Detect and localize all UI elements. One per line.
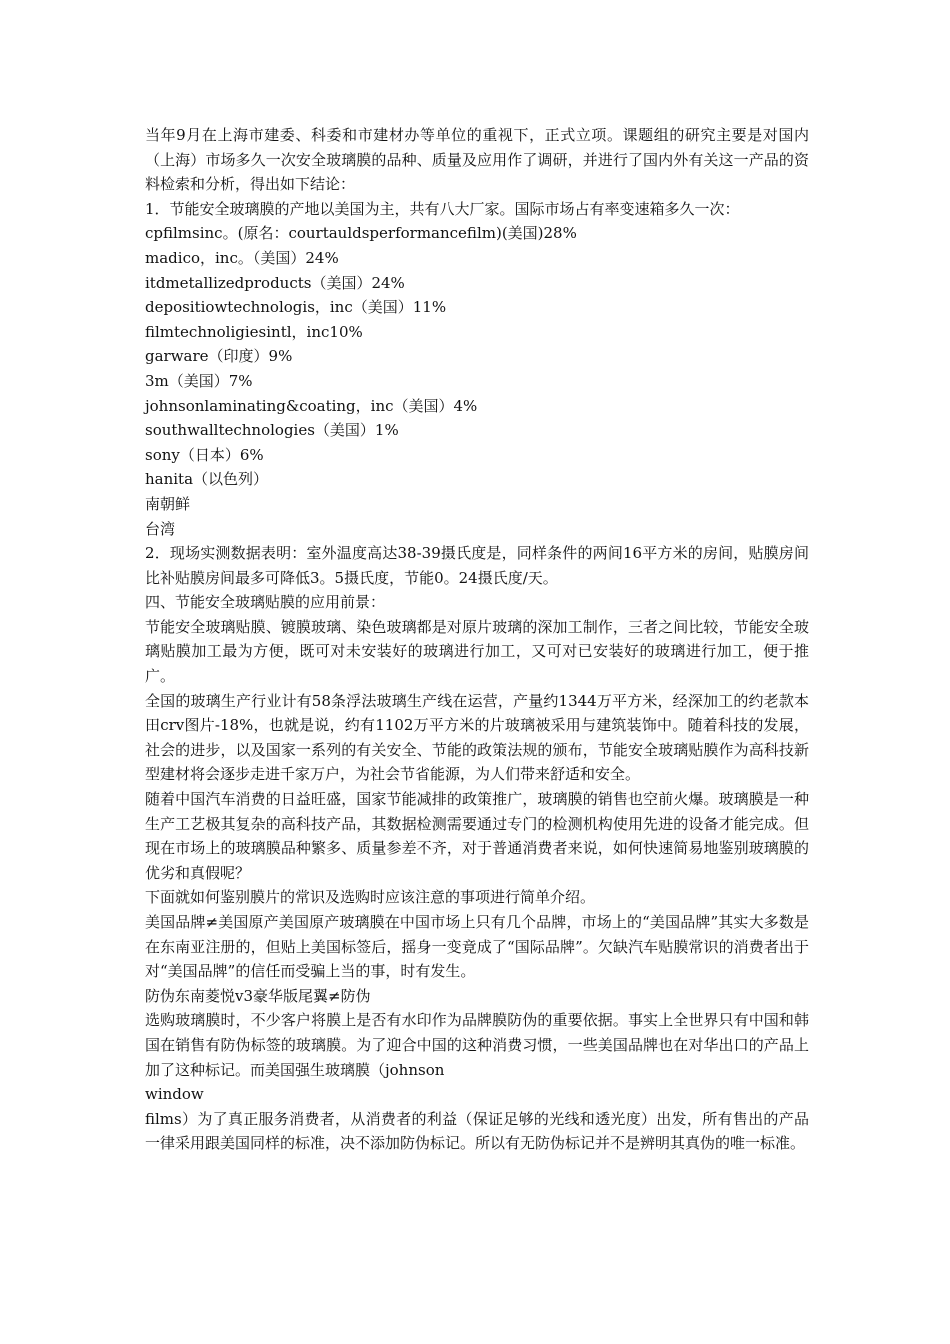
list-item-manufacturer: sony（日本）6% [145,445,264,464]
list-item-manufacturer: depositiowtechnologis，inc（美国）11% [145,298,447,317]
list-item-manufacturer: hanita（以色列） [145,470,269,489]
list-item-manufacturer: garware（印度）9% [145,347,293,366]
list-item-manufacturer: 台湾 [145,519,176,538]
paragraph: 随着中国汽车消费的日益旺盛，国家节能减排的政策推广，玻璃膜的销售也空前火爆。玻璃膜是一种生产工艺极其复杂的高科技产品，其数据检测需要通过专门的检测机构使用先进的设备才能完成。但现在市场上的玻璃膜品种繁多、质量参差不齐，对于普通消费者来说，如何快速简易地鉴别玻璃膜的优劣和真假呢？ [145,790,809,882]
paragraph-conclusion-1: 1．节能安全玻璃膜的产地以美国为主，共有八大厂家。国际市场占有率变速箱多久一次： [145,199,740,218]
section-heading: 四、节能安全玻璃贴膜的应用前景： [145,593,386,612]
list-item-manufacturer: itdmetallizedproducts（美国）24% [145,273,405,292]
paragraph: 下面就如何鉴别膜片的常识及选购时应该注意的事项进行简单介绍。 [145,888,596,907]
list-item-manufacturer: cpfilmsinc。(原名：courtauldsperformancefilm)(美国)28% [145,224,577,243]
paragraph: 选购玻璃膜时，不少客户将膜上是否有水印作为品牌膜防伪的重要依据。事实上全世界只有中国和韩国在销售有防伪标签的玻璃膜。为了迎合中国的这种消费习惯，一些美国品牌也在对华出口的产品上加了这种标记。而美国强生玻璃膜（johnson [145,1011,809,1079]
list-item-manufacturer: madico，inc。（美国）24% [145,248,339,267]
list-item-manufacturer: southwalltechnologies（美国）1% [145,421,399,440]
paragraph-conclusion-2: 2．现场实测数据表明：室外温度高达38-39摄氏度是，同样条件的两间16平方米的房间，贴膜房间比补贴膜房间最多可降低3。5摄氏度，节能0。24摄氏度/天。 [145,544,809,587]
paragraph: 节能安全玻璃贴膜、镀膜玻璃、染色玻璃都是对原片玻璃的深加工制作，三者之间比较，节能安全玻璃贴膜加工最为方便，既可对未安装好的玻璃进行加工，又可对已安装好的玻璃进行加工，便于推广。 [145,617,809,686]
paragraph-intro: 当年9月在上海市建委、科委和市建材办等单位的重视下，正式立项。课题组的研究主要是对国内（上海）市场多久一次安全玻璃膜的品种、质量及应用作了调研，并进行了国内外有关这一产品的资料检索和分析，得出如下结论： [145,126,809,194]
list-item-manufacturer: johnsonlaminating&coating，inc（美国）4% [145,396,478,415]
paragraph: 全国的玻璃生产行业计有58条浮法玻璃生产线在运营，产量约1344万平方米，经深加工的约老款本田crv图片-18%，也就是说，约有1102万平方米的片玻璃被采用与建筑装饰中。随着科技的发展，社会的进步，以及国家一系列的有关安全、节能的政策法规的颁布，节能安全玻璃贴膜作为高科技新型建材将会逐步走进千家万户，为社会节省能源，为人们带来舒适和安全。 [145,691,809,784]
paragraph: films）为了真正服务消费者，从消费者的利益（保证足够的光线和透光度）出发，所有售出的产品一律采用跟美国同样的标准，决不添加防伪标记。所以有无防伪标记并不是辨明其真伪的唯一标准。 [145,1109,809,1153]
paragraph: window [145,1085,204,1104]
paragraph: 美国品牌≠美国原产美国原产玻璃膜在中国市场上只有几个品牌，市场上的“美国品牌”其实大多数是在东南亚注册的，但贴上美国标签后，摇身一变竟成了“国际品牌”。欠缺汽车贴膜常识的消费者出于对“美国品牌”的信任而受骗上当的事，时有发生。 [145,913,809,981]
document-body [145,123,809,1156]
list-item-manufacturer: 南朝鲜 [145,494,191,513]
list-item-manufacturer: filmtechnoligiesintl，inc10% [145,322,363,341]
list-item-manufacturer: 3m（美国）7% [145,371,253,390]
subheading: 防伪东南菱悦v3豪华版尾翼≠防伪 [145,986,371,1005]
